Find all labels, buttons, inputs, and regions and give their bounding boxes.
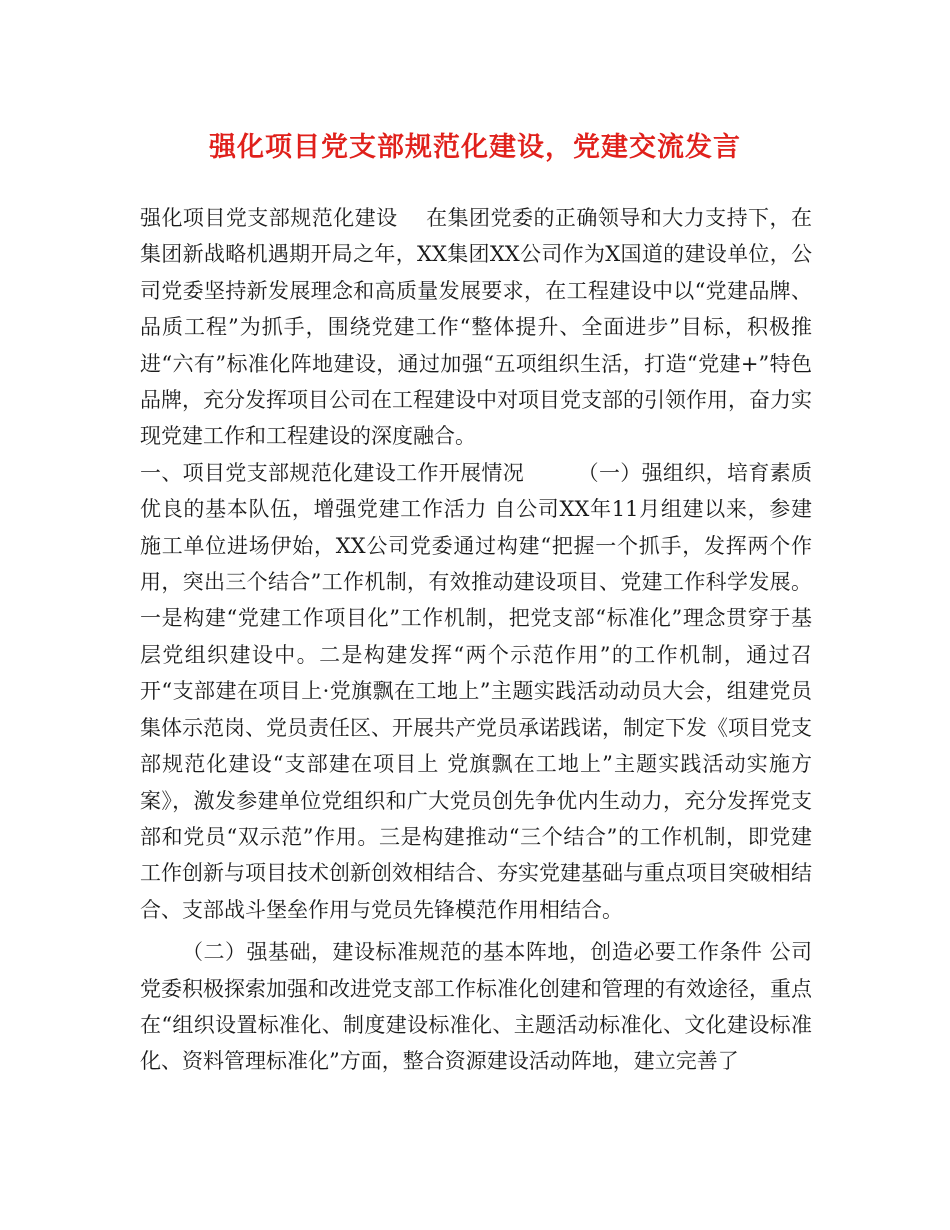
paragraph-intro: 强化项目党支部规范化建设 在集团党委的正确领导和大力支持下，在集团新战略机遇期开局之年，XX集团XX公司作为X国道的建设单位，公司党委坚持新发展理念和高质量发展要求，在工程建设中以“党建品牌、品质工程”为抓手，围绕党建工作“整体提升、全面进步”目标，积极推进“六有”标准化阵地建设，通过加强“五项组织生活，打造“党建+”特色品牌，充分发挥项目公司在工程建设中对项目党支部的引领作用，奋力实现党建工作和工程建设的深度融合。 xyxy=(140,206,812,449)
document-body xyxy=(140,200,812,1080)
document-title: 强化项目党支部规范化建设，党建交流发言 xyxy=(209,132,741,163)
paragraph-section-two: （二）强基础，建设标准规范的基本阵地，创造必要工作条件 公司党委积极探索加强和改进党支部工作标准化创建和管理的有效途径，重点在“组织设置标准化、制度建设标准化、主题活动标准化、文化建设标准化、资料管理标准化”方面，整合资源建设活动阵地，建立完善了 xyxy=(140,940,812,1074)
paragraph-section-one: 一、项目党支部规范化建设工作开展情况 （一）强组织，培育素质优良的基本队伍，增强党建工作活力 自公司XX年11月组建以来，参建施工单位进场伊始，XX公司党委通过构建“把握一个抓手，发挥两个作用，突出三个结合”工作机制，有效推动建设项目、党建工作科学发展。一是构建“党建工作项目化”工作机制，把党支部“标准化”理念贯穿于基层党组织建设中。二是构建发挥“两个示范作用”的工作机制，通过召开“支部建在项目上·党旗飘在工地上”主题实践活动动员大会，组建党员集体示范岗、党员责任区、开展共产党员承诺践诺，制定下发《项目党支部规范化建设“支部建在项目上 党旗飘在工地上”主题实践活动实施方案》，激发参建单位党组织和广大党员创先争优内生动力，充分发挥党支部和党员“双示范”作用。三是构建推动“三个结合”的工作机制，即党建工作创新与项目技术创新创效相结合、夯实党建基础与重点项目突破相结合、支部战斗堡垒作用与党员先锋模范作用相结合。 xyxy=(140,460,812,922)
